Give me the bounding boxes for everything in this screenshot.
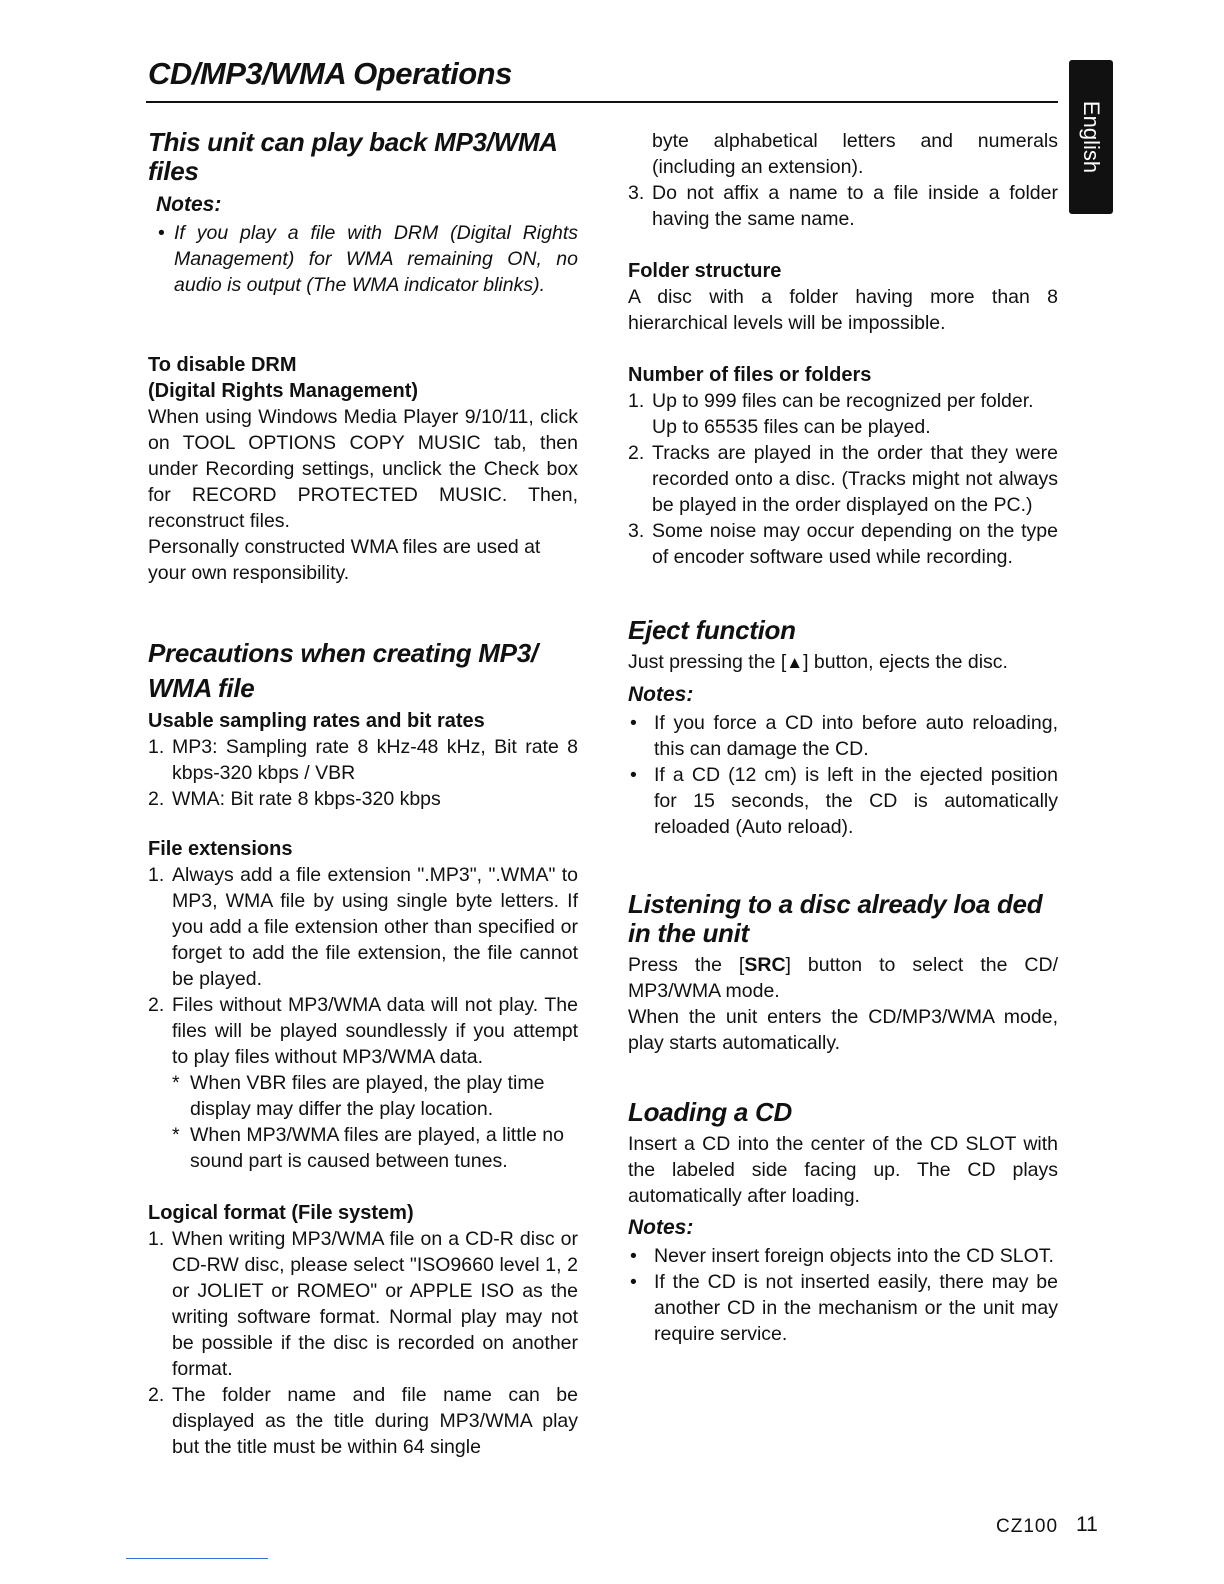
drm-heading-sub: (Digital Rights Management): [148, 380, 419, 402]
eject-text: Just pressing the [▲] button, ejects the disc.: [628, 651, 1008, 673]
src-button-label: SRC: [744, 954, 786, 976]
section-title-eject: Eject function: [628, 615, 796, 645]
section-title-listening: Listening to a disc already loa ded in the unit: [628, 889, 1043, 948]
list-item: • If a CD (12 cm) is left in the ejected position for 15 seconds, the CD is automatically reloaded (Auto reload).: [628, 762, 1058, 840]
list-item: 1. When writing MP3/WMA file on a CD-R disc or CD-RW disc, please select "ISO9660 level 1, 2 or JOLIET or ROMEO" or APPLE ISO as the writing software format. Normal play may not be possible if the disc is recorded on another format.: [148, 1228, 578, 1380]
page-number: 11: [1076, 1513, 1098, 1536]
drm-instructions: When using Windows Media Player 9/10/11, click on TOOL OPTIONS COPY MUSIC tab, then under Recording settings, unclick the Check box for RECORD PROTECTED MUSIC. Then, reconstruct files.: [148, 406, 578, 532]
listening-text-2: When the unit enters the CD/MP3/WMA mode, play starts automatically.: [628, 1006, 1058, 1054]
rates-heading: Usable sampling rates and bit rates: [148, 710, 485, 732]
left-column: [148, 128, 578, 1460]
list-item: • Never insert foreign objects into the CD SLOT.: [628, 1243, 1058, 1269]
list-item: 3. Some noise may occur depending on the type of encoder software used while recording.: [628, 520, 1058, 568]
eject-notes-label: Notes:: [628, 683, 694, 706]
page-title: CD/MP3/WMA Operations: [148, 56, 512, 91]
list-item: 2. Tracks are played in the order that they were recorded onto a disc. (Tracks might not always be played in the order displayed on the PC.): [628, 442, 1058, 516]
list-item: 3. Do not affix a name to a file inside a folder having the same name.: [628, 182, 1058, 230]
drm-note: • If you play a file with DRM (Digital Rights Management) for WMA remaining ON, no audio is output (The WMA indicator blinks).: [158, 220, 578, 298]
eject-icon: ▲: [786, 653, 804, 672]
logical-format-heading: Logical format (File system): [148, 1202, 414, 1224]
list-item: 2. WMA: Bit rate 8 kbps-320 kbps: [148, 788, 441, 810]
section-title-precautions: Precautions when creating MP3/ WMA file: [148, 638, 538, 703]
vbr-note: * When VBR files are played, the play time display may differ the play location.: [172, 1072, 545, 1120]
folder-structure-heading: Folder structure: [628, 260, 782, 282]
list-item: 2. The folder name and file name can be displayed as the title during MP3/WMA play but the title must be within 64 single: [148, 1384, 578, 1458]
logical-format-list: [148, 1226, 578, 1460]
logical-format-list-cont: [628, 180, 1058, 232]
rates-list: [148, 734, 578, 812]
extensions-list: [148, 862, 578, 1070]
loading-text: Insert a CD into the center of the CD SLOT with the labeled side facing up. The CD plays automatically after loading.: [628, 1133, 1058, 1207]
file-count-heading: Number of files or folders: [628, 364, 872, 386]
right-column: [628, 128, 1058, 1347]
drm-responsibility: Personally constructed WMA files are used at your own responsibility.: [148, 536, 541, 584]
language-tab-label: English: [1079, 100, 1104, 174]
title-rule: [146, 101, 1058, 103]
model-name: CZ100: [996, 1516, 1059, 1537]
list-item: 1. Up to 999 files can be recognized per folder. Up to 65535 files can be played.: [628, 390, 1034, 438]
language-tab: [1069, 60, 1113, 214]
list-item: 1. Always add a file extension ".MP3", ".WMA" to MP3, WMA file by using single byte letters. If you add a file extension other than specified or forget to add the file extension, the file cannot be played.: [148, 864, 578, 990]
logical-format-continued: byte alphabetical letters and numerals (including an extension).: [652, 130, 1058, 178]
listening-text: Press the [SRC] button to select the CD/ MP3/WMA mode.: [628, 954, 1058, 1002]
list-item: • If you force a CD into before auto reloading, this can damage the CD.: [628, 710, 1058, 762]
footer-line: [126, 1558, 268, 1559]
folder-structure-text: A disc with a folder having more than 8 hierarchical levels will be impossible.: [628, 286, 1058, 334]
list-item: 2. Files without MP3/WMA data will not play. The files will be played soundlessly if you attempt to play files without MP3/WMA data.: [148, 994, 578, 1068]
eject-notes: [628, 710, 1058, 840]
notes-label: Notes:: [156, 193, 222, 216]
extensions-heading: File extensions: [148, 838, 293, 860]
file-count-list: [628, 388, 1058, 570]
gap-note: * When MP3/WMA files are played, a little no sound part is caused between tunes.: [172, 1124, 564, 1172]
section-title-playback: This unit can play back MP3/WMA files: [148, 127, 557, 186]
drm-heading: To disable DRM: [148, 354, 297, 376]
loading-notes-label: Notes:: [628, 1216, 694, 1239]
loading-notes: [628, 1243, 1058, 1347]
list-item: 1. MP3: Sampling rate 8 kHz-48 kHz, Bit rate 8 kbps-320 kbps / VBR: [148, 736, 578, 784]
section-title-loading: Loading a CD: [628, 1097, 792, 1127]
list-item: • If the CD is not inserted easily, there may be another CD in the mechanism or the unit may require service.: [628, 1269, 1058, 1347]
